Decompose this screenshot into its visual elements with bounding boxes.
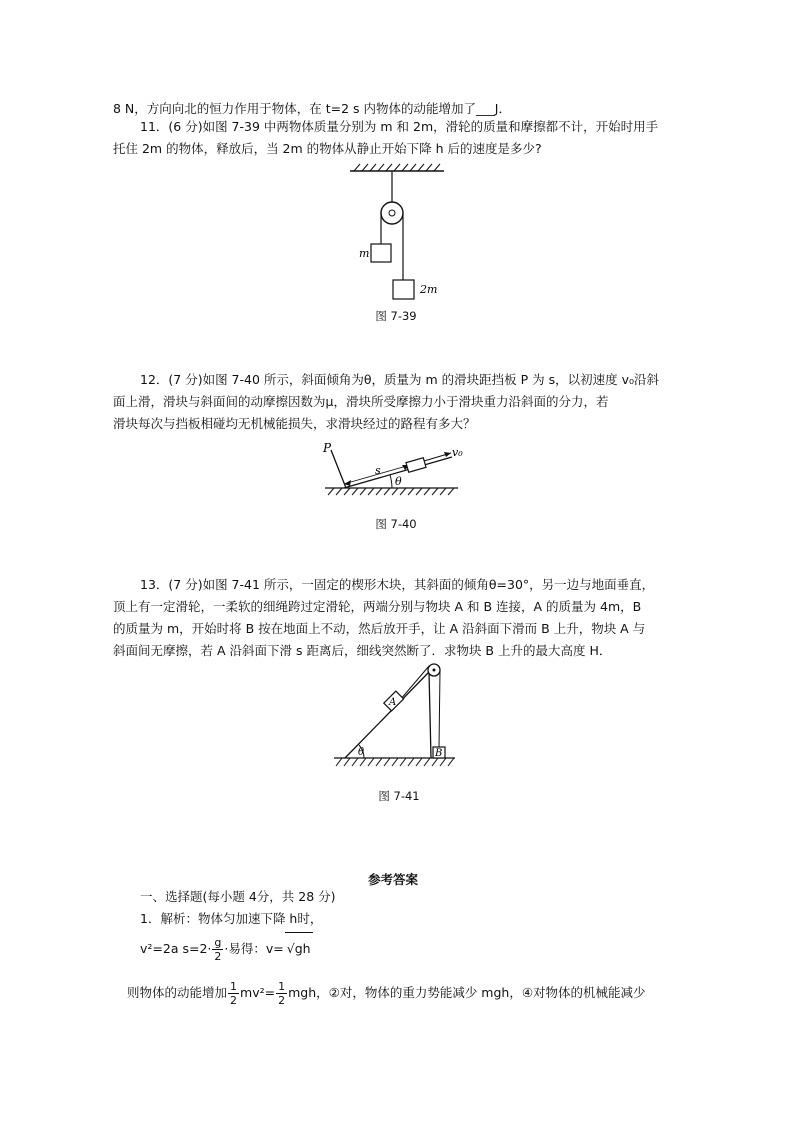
answers-section1: 一、选择题(每小题 4分，共 28 分) [140,889,336,904]
label-theta-12: θ [395,475,402,488]
q11-line2: 托住 2m 的物体，释放后，当 2m 的物体从静止开始下降 h 后的速度是多少? [113,141,542,156]
sqrt-gh: √gh [285,932,313,965]
figure-7-40-caption: 图 7-40 [375,517,417,531]
figure-7-41-caption: 图 7-41 [378,789,420,803]
answer1-line3-pre: 则物体的动能增加 [127,985,228,1000]
q13-line1: 13．(7 分)如图 7-41 所示，一固定的楔形木块，其斜面的倾角θ=30°，另一边与地面垂直， [140,577,655,592]
figure-7-39-caption: 图 7-39 [375,309,417,323]
answer1-line1: 1．解析：物体匀加速下降 h时， [140,911,323,926]
fraction-half-2: $\frac{1}{2}$ [278,980,286,1007]
answer1-line3 [127,975,646,1011]
figure-7-40 [320,436,465,498]
answer1-line3-post: mgh，②对，物体的重力势能减少 mgh，④对物体的机械能减少 [288,985,646,1000]
q13-line2: 顶上有一定滑轮，一柔软的细绳跨过定滑轮，两端分别与物块 A 和 B 连接，A 的质量为 4m，B [113,599,642,614]
label-s: s [375,464,381,477]
q13-line3: 的质量为 m，开始时将 B 按在地面上不动，然后放开手，让 A 沿斜面下滑而 B 上升，物块 A 与 [113,621,646,636]
answer1-line3-mid: mv²= [240,985,276,1000]
figure-7-41 [330,657,460,773]
answer1-formula [140,932,313,964]
block-2m [393,280,414,299]
q12-line1: 12．(7 分)如图 7-40 所示，斜面倾角为θ，质量为 m 的滑块距挡板 P 为 s，以初速度 v₀沿斜 [140,372,660,387]
q13-line4: 斜面间无摩擦，若 A 沿斜面下滑 s 距离后，细线突然断了．求物块 B 上升的最大高度 H． [113,643,612,658]
formula-mid: ·易得：v= [224,941,284,956]
q11-line1: 11．(6 分)如图 7-39 中两物体质量分别为 m 和 2m，滑轮的质量和摩擦都不计，开始时用手 [140,119,659,134]
q10-tail-text: 8 N，方向向北的恒力作用于物体，在 t=2 s 内物体的动能增加了___J． [113,101,511,116]
answers-title: 参考答案 [368,872,419,887]
q12-line3: 滑块每次与挡板相碰均无机械能损失，求滑块经过的路程有多大？ [113,416,476,431]
label-P: P [323,441,332,455]
fraction-g-over-2: $\frac{g}{2}$ [214,936,222,963]
label-m: m [359,247,370,260]
label-v0: v₀ [452,446,463,459]
label-A: A [389,697,397,708]
label-theta-13: θ [358,747,365,758]
figure-7-39 [340,162,450,302]
formula-left: v²=2a s=2· [140,941,212,956]
label-2m: 2m [420,283,438,296]
q12-line2: 面上滑，滑块与斜面间的动摩擦因数为μ，滑块所受摩擦力小于滑块重力沿斜面的分力，若 [113,394,609,409]
block-m [371,244,391,262]
label-B: B [435,748,443,759]
fraction-half-1: $\frac{1}{2}$ [230,980,238,1007]
